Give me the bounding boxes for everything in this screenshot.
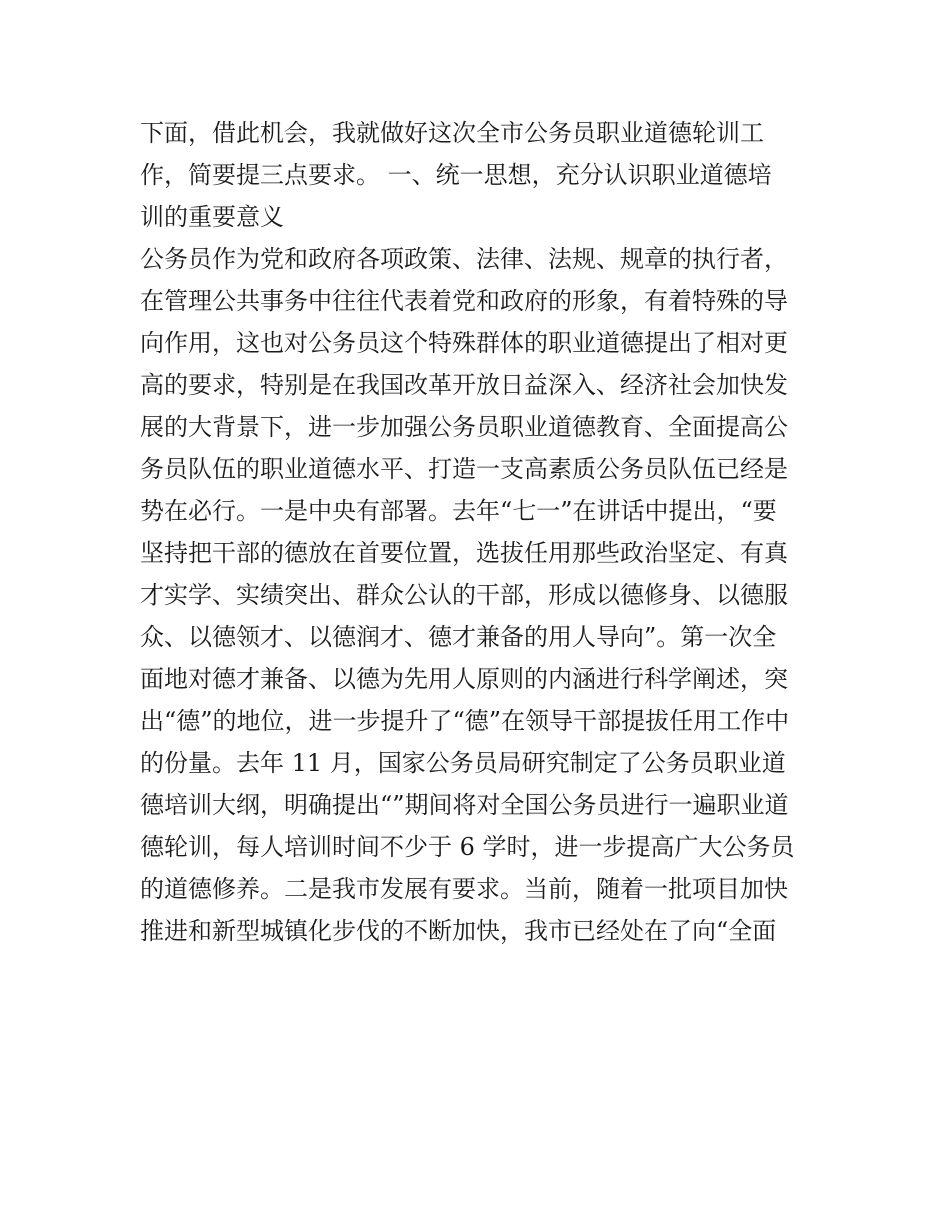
text-line: 势在必行。一是中央有部署。去年“七一”在讲话中提出，“要	[140, 497, 777, 525]
text-line	[140, 994, 812, 1036]
paragraph-intro	[140, 112, 812, 238]
text-line: 面地对德才兼备、以德为先用人原则的内涵进行科学阐述，突	[140, 665, 788, 693]
text-line: 下面，借此机会，我就做好这次全市公务员职业道德轮训工	[140, 119, 764, 147]
paragraph-body	[140, 238, 812, 1036]
text-line: 务员队伍的职业道德水平、打造一支高素质公务员队伍已经是	[140, 455, 788, 483]
text-line	[140, 952, 812, 994]
document-body	[140, 112, 812, 1036]
text-line: 德培训大纲，明确提出“”期间将对全国公务员进行一遍职业道	[140, 791, 789, 819]
text-line: 作，简要提三点要求。 一、统一思想，充分认识职业道德培	[140, 161, 772, 189]
text-line: 出“德”的地位，进一步提升了“德”在领导干部提拔任用工作中	[140, 707, 790, 735]
text-line: 公务员作为党和政府各项政策、法律、法规、规章的执行者，	[140, 245, 788, 273]
text-line: 高的要求，特别是在我国改革开放日益深入、经济社会加快发	[140, 371, 788, 399]
text-line: 训的重要意义	[140, 203, 284, 231]
text-line: 的份量。去年 11 月，国家公务员局研究制定了公务员职业道	[140, 749, 786, 777]
text-line: 在管理公共事务中往往代表着党和政府的形象，有着特殊的导	[140, 287, 788, 315]
text-line: 坚持把干部的德放在首要位置，选拔任用那些政治坚定、有真	[140, 539, 788, 567]
text-line: 推进和新型城镇化步伐的不断加快，我市已经处在了向“全面	[140, 917, 777, 945]
text-line: 展的大背景下，进一步加强公务员职业道德教育、全面提高公	[140, 413, 788, 441]
text-line: 德轮训，每人培训时间不少于 6 学时，进一步提高广大公务员	[140, 833, 795, 861]
text-line: 才实学、实绩突出、群众公认的干部，形成以德修身、以德服	[140, 581, 788, 609]
text-line: 向作用，这也对公务员这个特殊群体的职业道德提出了相对更	[140, 329, 788, 357]
text-line: 的道德修养。二是我市发展有要求。当前，随着一批项目加快	[140, 875, 788, 903]
text-line: 众、以德领才、以德润才、德才兼备的用人导向”。第一次全	[140, 623, 777, 651]
